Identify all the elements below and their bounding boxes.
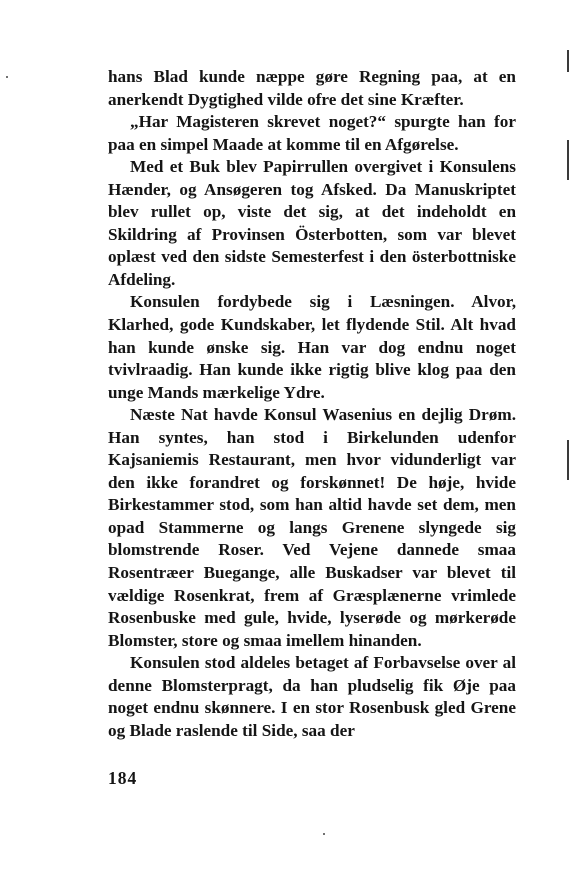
- page-edge-mark: [567, 140, 569, 180]
- paragraph: „Har Magisteren skrevet noget?“ spurgte han for paa en simpel Maade at komme til en Afgørelse.: [108, 112, 516, 154]
- scan-speck: [6, 76, 8, 78]
- paragraph: Konsulen stod aldeles betaget af Forbavselse over al denne Blomsterpragt, da han pludselig fik Øje paa noget endnu skønnere. I en stor Rosenbusk gled Grene og Blade raslende til Side, saa der: [108, 653, 516, 740]
- body-text: [108, 66, 516, 742]
- paragraph: Konsulen fordybede sig i Læsningen. Alvor, Klarhed, gode Kundskaber, let flydende Stil. Alt hvad han kunde ønske sig. Han var dog endnu noget tvivlraadig. Han kunde ikke rigtig blive klog paa den unge Mands mærkelige Ydre.: [108, 292, 516, 402]
- paragraph: Med et Buk blev Papirrullen overgivet i Konsulens Hænder, og Ansøgeren tog Afsked. Da Manuskriptet blev rullet op, viste det sig, at det indeholdt en Skildring af Provinsen Österbotten, som var blevet oplæst ved den sidste Semesterfest i den österbottniske Afdeling.: [108, 157, 516, 289]
- page-edge-mark: [567, 440, 569, 480]
- paragraph: hans Blad kunde næppe gøre Regning paa, at en anerkendt Dygtighed vilde ofre det sine Kræfter.: [108, 67, 516, 109]
- page-edge-mark: [567, 50, 569, 72]
- page-number: 184: [108, 768, 138, 788]
- scan-speck: [323, 833, 325, 835]
- paragraph: Næste Nat havde Konsul Wasenius en dejlig Drøm. Han syntes, han stod i Birkelunden udenfor Kajsaniemis Restaurant, men hvor vidunderligt var den ikke forandret og forskønnet! De høje, hvide Birkestammer stod, som han altid havde set dem, men opad Stammerne og langs Grenene slyngede sig blomstrende Roser. Ved Vejene dannede smaa Rosentræer Buegange, alle Buskadser var blevet til vældige Rosenkrat, frem af Græsplænerne vrimlede Rosenbuske med gule, hvide, lyserøde og mørkerøde Blomster, store og smaa imellem hinanden.: [108, 405, 516, 650]
